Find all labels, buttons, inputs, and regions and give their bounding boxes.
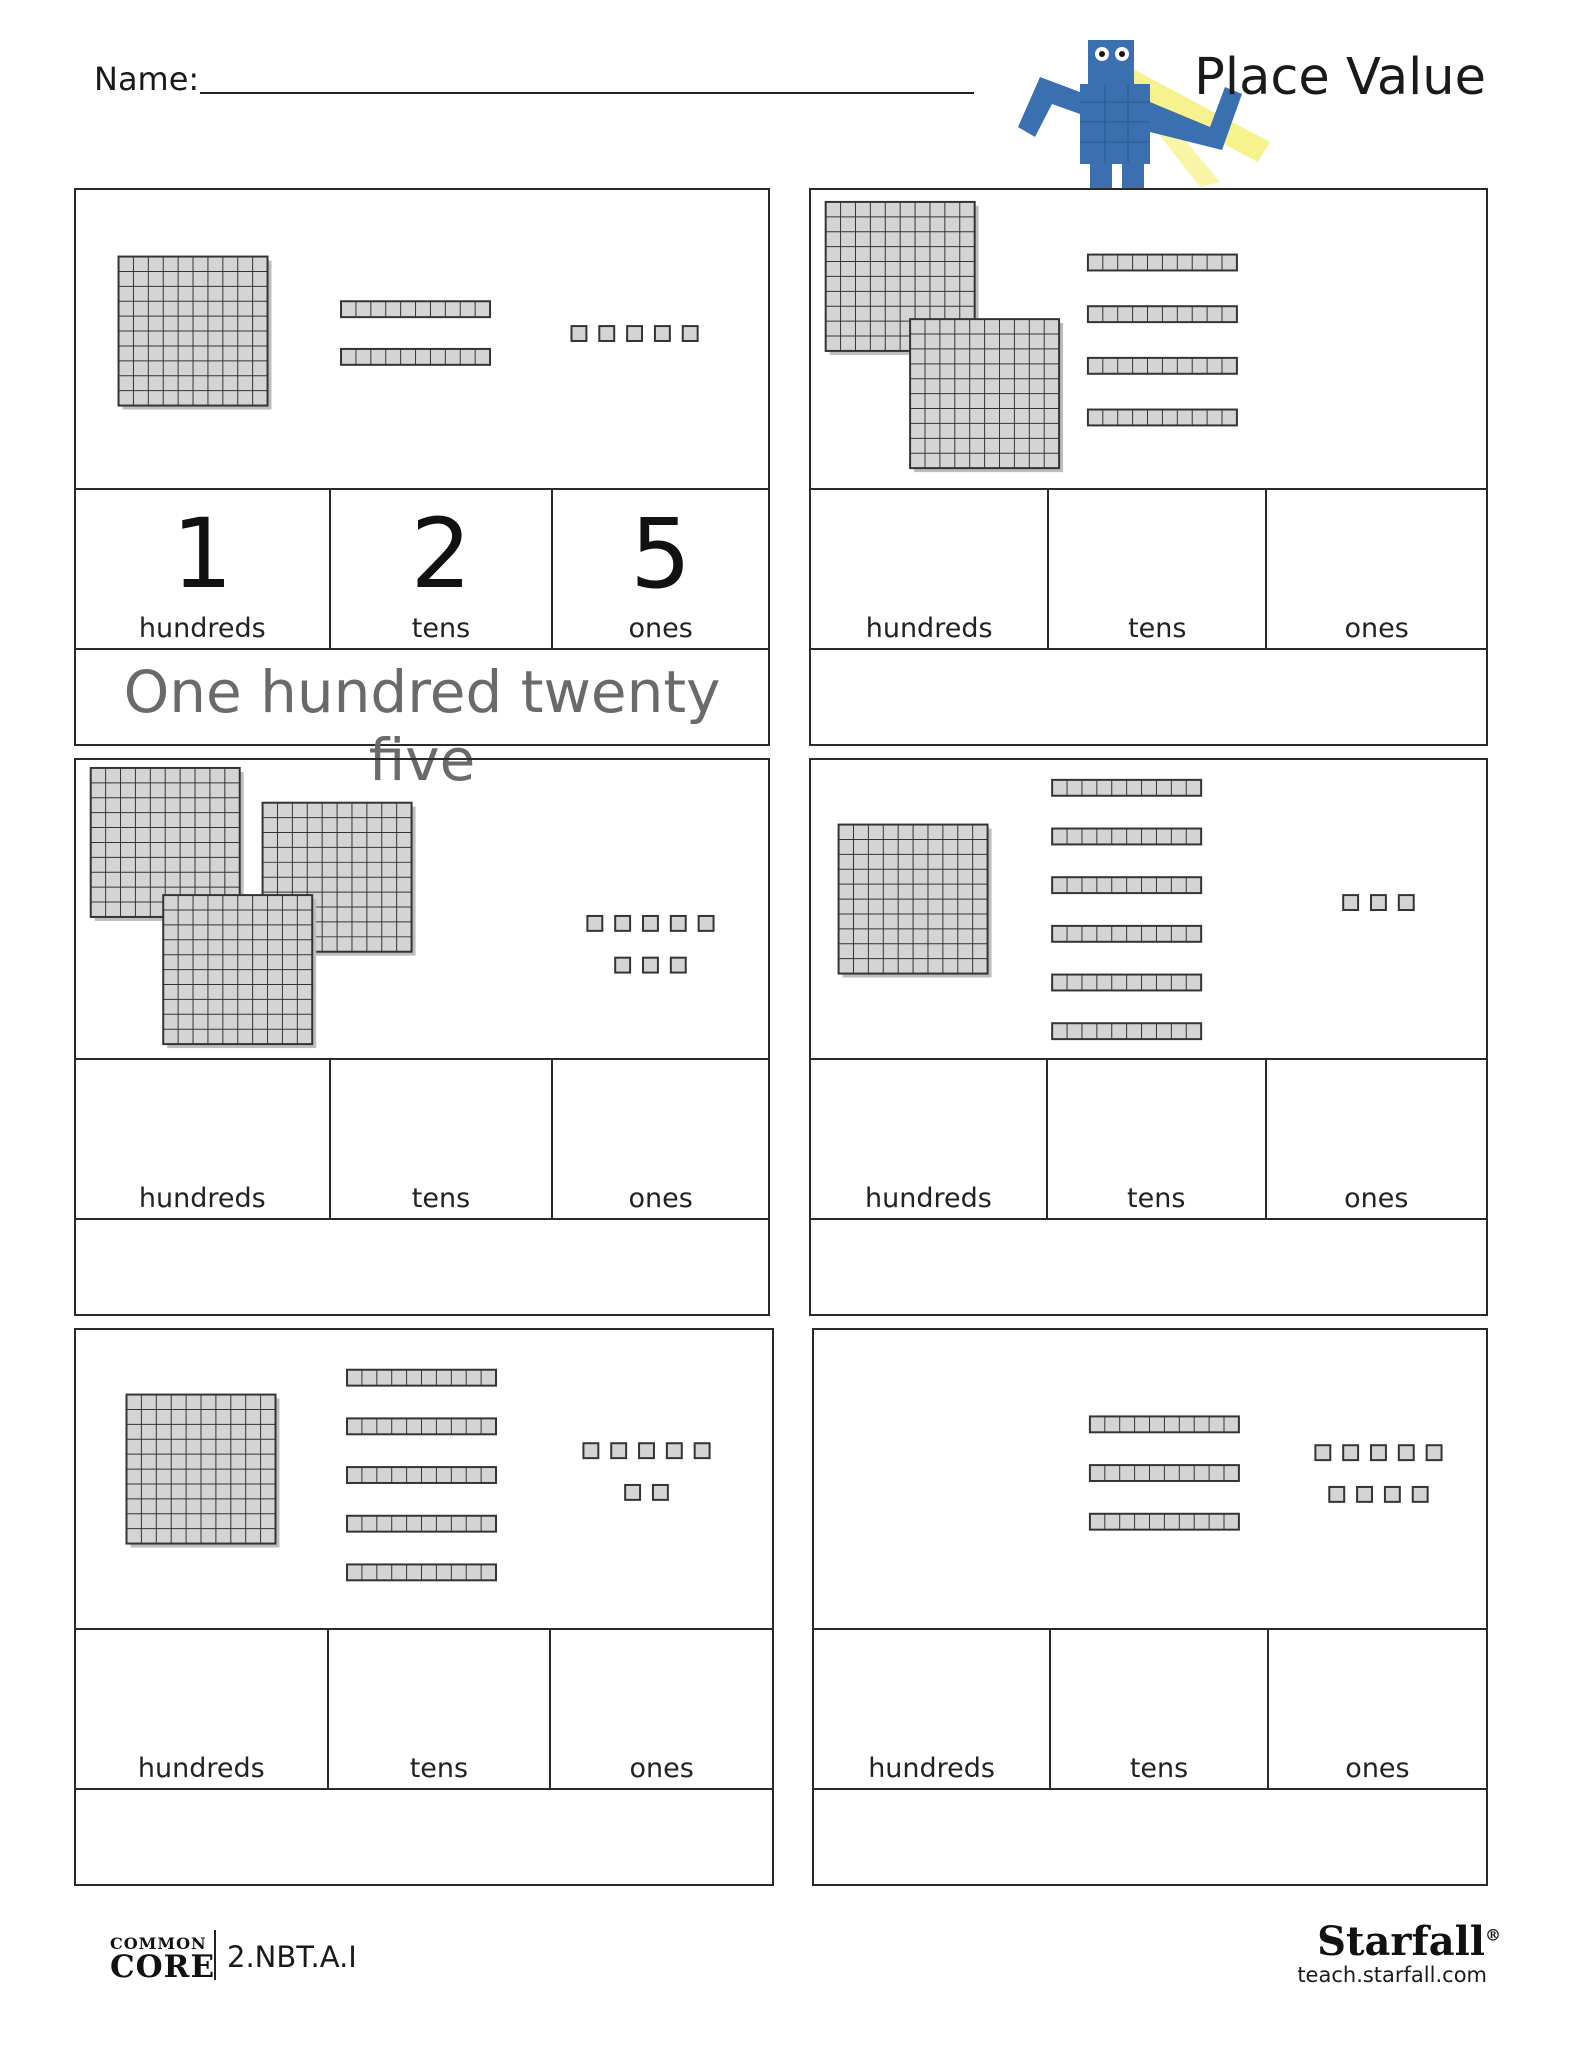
hundred-flat-block — [910, 319, 1063, 472]
hundreds-label: hundreds — [865, 1183, 992, 1214]
base-ten-blocks — [811, 760, 1486, 1058]
hundreds-label: hundreds — [868, 1753, 995, 1784]
base-ten-picture — [76, 1330, 772, 1630]
tens-answer-cell[interactable] — [329, 490, 552, 648]
ones-label: ones — [628, 613, 693, 644]
base-ten-picture — [76, 760, 768, 1060]
one-unit-block — [695, 1443, 710, 1458]
base-ten-blocks — [76, 760, 768, 1058]
hundreds-digit: 1 — [171, 498, 233, 610]
hundreds-answer-cell[interactable] — [811, 1060, 1046, 1218]
one-unit-block — [1315, 1445, 1330, 1460]
one-unit-block — [653, 1485, 668, 1500]
tens-answer-cell[interactable] — [1049, 1630, 1267, 1788]
one-unit-block — [1343, 1445, 1358, 1460]
one-unit-block — [1399, 895, 1414, 910]
name-line[interactable] — [200, 92, 974, 94]
ones-answer-cell[interactable] — [1265, 490, 1486, 648]
footer-divider — [214, 1930, 216, 1980]
base-ten-picture — [76, 190, 768, 490]
ten-rod-block — [1052, 975, 1201, 991]
place-value-chart — [811, 1060, 1486, 1220]
hundreds-answer-cell[interactable] — [76, 1630, 327, 1788]
ten-rod-block — [1088, 306, 1237, 322]
common-core-logo — [110, 1936, 215, 1983]
base-ten-picture — [811, 760, 1486, 1060]
ten-rod-block — [1052, 780, 1201, 796]
base-ten-picture — [811, 190, 1486, 490]
tens-label: tens — [1127, 1183, 1186, 1214]
standard-code: 2.NBT.A.I — [227, 1940, 357, 1974]
ten-rod-block — [347, 1564, 496, 1580]
common-core-big-text: CORE — [110, 1949, 216, 1985]
one-unit-block — [1385, 1487, 1400, 1502]
one-unit-block — [1399, 1445, 1414, 1460]
ten-rod-block — [1090, 1465, 1239, 1481]
ones-answer-cell[interactable] — [551, 1060, 768, 1218]
hundreds-label: hundreds — [138, 1183, 266, 1214]
place-value-chart — [76, 1630, 772, 1790]
one-unit-block — [627, 326, 642, 341]
place-value-problem — [809, 758, 1488, 1316]
ten-rod-block — [341, 301, 490, 317]
one-unit-block — [639, 1443, 654, 1458]
number-words-text: One hundred twenty five — [123, 658, 721, 794]
one-unit-block — [667, 1443, 682, 1458]
one-unit-block — [1413, 1487, 1428, 1502]
ten-rod-block — [347, 1516, 496, 1532]
ten-rod-block — [347, 1418, 496, 1434]
one-unit-block — [611, 1443, 626, 1458]
ten-rod-block — [341, 349, 490, 365]
ten-rod-block — [347, 1370, 496, 1386]
ten-rod-block — [1052, 829, 1201, 845]
place-value-problem — [809, 188, 1488, 746]
base-ten-blocks — [811, 190, 1486, 488]
ones-answer-cell[interactable] — [549, 1630, 772, 1788]
one-unit-block — [625, 1485, 640, 1500]
ten-rod-block — [1090, 1416, 1239, 1432]
brand-registered-mark: ® — [1485, 1925, 1501, 1945]
place-value-problem — [74, 758, 770, 1316]
number-words-answer[interactable] — [811, 1220, 1486, 1315]
hundred-flat-block — [163, 895, 316, 1048]
one-unit-block — [583, 1443, 598, 1458]
ten-rod-block — [347, 1467, 496, 1483]
number-words-answer[interactable] — [76, 1790, 772, 1885]
hundred-flat-block — [119, 257, 272, 410]
hundreds-answer-cell[interactable] — [76, 1060, 329, 1218]
ten-rod-block — [1052, 877, 1201, 893]
brand-name: Starfall — [1317, 1918, 1485, 1965]
one-unit-block — [1343, 895, 1358, 910]
one-unit-block — [643, 958, 658, 973]
ten-rod-block — [1088, 255, 1237, 271]
tens-answer-cell[interactable] — [327, 1630, 550, 1788]
tens-label: tens — [411, 613, 471, 644]
place-value-problem — [74, 1328, 774, 1886]
hundreds-label: hundreds — [138, 613, 266, 644]
ones-label: ones — [1345, 1753, 1410, 1784]
tens-label: tens — [1128, 613, 1187, 644]
ten-rod-block — [1090, 1514, 1239, 1530]
ones-answer-cell[interactable] — [551, 490, 768, 648]
ones-label: ones — [1344, 613, 1409, 644]
number-words-answer[interactable] — [811, 650, 1486, 745]
number-words-answer[interactable] — [76, 650, 768, 794]
tens-answer-cell[interactable] — [1047, 490, 1265, 648]
hundred-flat-block — [839, 825, 992, 978]
ones-label: ones — [628, 1183, 693, 1214]
ones-answer-cell[interactable] — [1267, 1630, 1486, 1788]
one-unit-block — [615, 958, 630, 973]
one-unit-block — [1357, 1487, 1372, 1502]
tens-label: tens — [409, 1753, 469, 1784]
ones-digit: 5 — [630, 498, 692, 610]
hundreds-answer-cell[interactable] — [76, 490, 329, 648]
hundred-flat-block — [126, 1395, 279, 1548]
one-unit-block — [1371, 1445, 1386, 1460]
common-core-small-text: COMMON — [110, 1934, 207, 1953]
one-unit-block — [587, 916, 602, 931]
place-value-chart — [811, 490, 1486, 650]
base-ten-blocks — [76, 190, 768, 488]
tens-label: tens — [411, 1183, 471, 1214]
ten-rod-block — [1088, 410, 1237, 426]
one-unit-block — [655, 326, 670, 341]
tens-digit: 2 — [410, 498, 472, 610]
one-unit-block — [1371, 895, 1386, 910]
ten-rod-block — [1052, 926, 1201, 942]
ten-rod-block — [1052, 1023, 1201, 1039]
one-unit-block — [671, 958, 686, 973]
one-unit-block — [671, 916, 686, 931]
base-ten-blocks — [814, 1330, 1486, 1628]
place-value-chart — [76, 1060, 768, 1220]
place-value-problem — [74, 188, 770, 794]
place-value-chart — [814, 1630, 1486, 1790]
one-unit-block — [1427, 1445, 1442, 1460]
hundreds-answer-cell[interactable] — [811, 490, 1047, 648]
ten-rod-block — [1088, 358, 1237, 374]
tens-answer-cell[interactable] — [329, 1060, 552, 1218]
one-unit-block — [615, 916, 630, 931]
one-unit-block — [571, 326, 586, 341]
place-value-chart — [76, 490, 768, 650]
one-unit-block — [599, 326, 614, 341]
page-title: Place Value — [1194, 48, 1486, 107]
one-unit-block — [699, 916, 714, 931]
base-ten-blocks — [76, 1330, 772, 1628]
one-unit-block — [683, 326, 698, 341]
ones-answer-cell[interactable] — [1265, 1060, 1486, 1218]
ones-label: ones — [1344, 1183, 1409, 1214]
hundreds-label: hundreds — [137, 1753, 265, 1784]
number-words-answer[interactable] — [814, 1790, 1486, 1885]
one-unit-block — [643, 916, 658, 931]
hundreds-label: hundreds — [865, 613, 993, 644]
tens-answer-cell[interactable] — [1046, 1060, 1265, 1218]
brand-url: teach.starfall.com — [1297, 1963, 1487, 1987]
name-label: Name: — [94, 60, 200, 98]
number-words-answer[interactable] — [76, 1220, 768, 1315]
one-unit-block — [1329, 1487, 1344, 1502]
hundreds-answer-cell[interactable] — [814, 1630, 1049, 1788]
starfall-logo — [1317, 1918, 1501, 1965]
place-value-problem — [812, 1328, 1488, 1886]
ones-label: ones — [629, 1753, 694, 1784]
base-ten-picture — [814, 1330, 1486, 1630]
tens-label: tens — [1129, 1753, 1189, 1784]
